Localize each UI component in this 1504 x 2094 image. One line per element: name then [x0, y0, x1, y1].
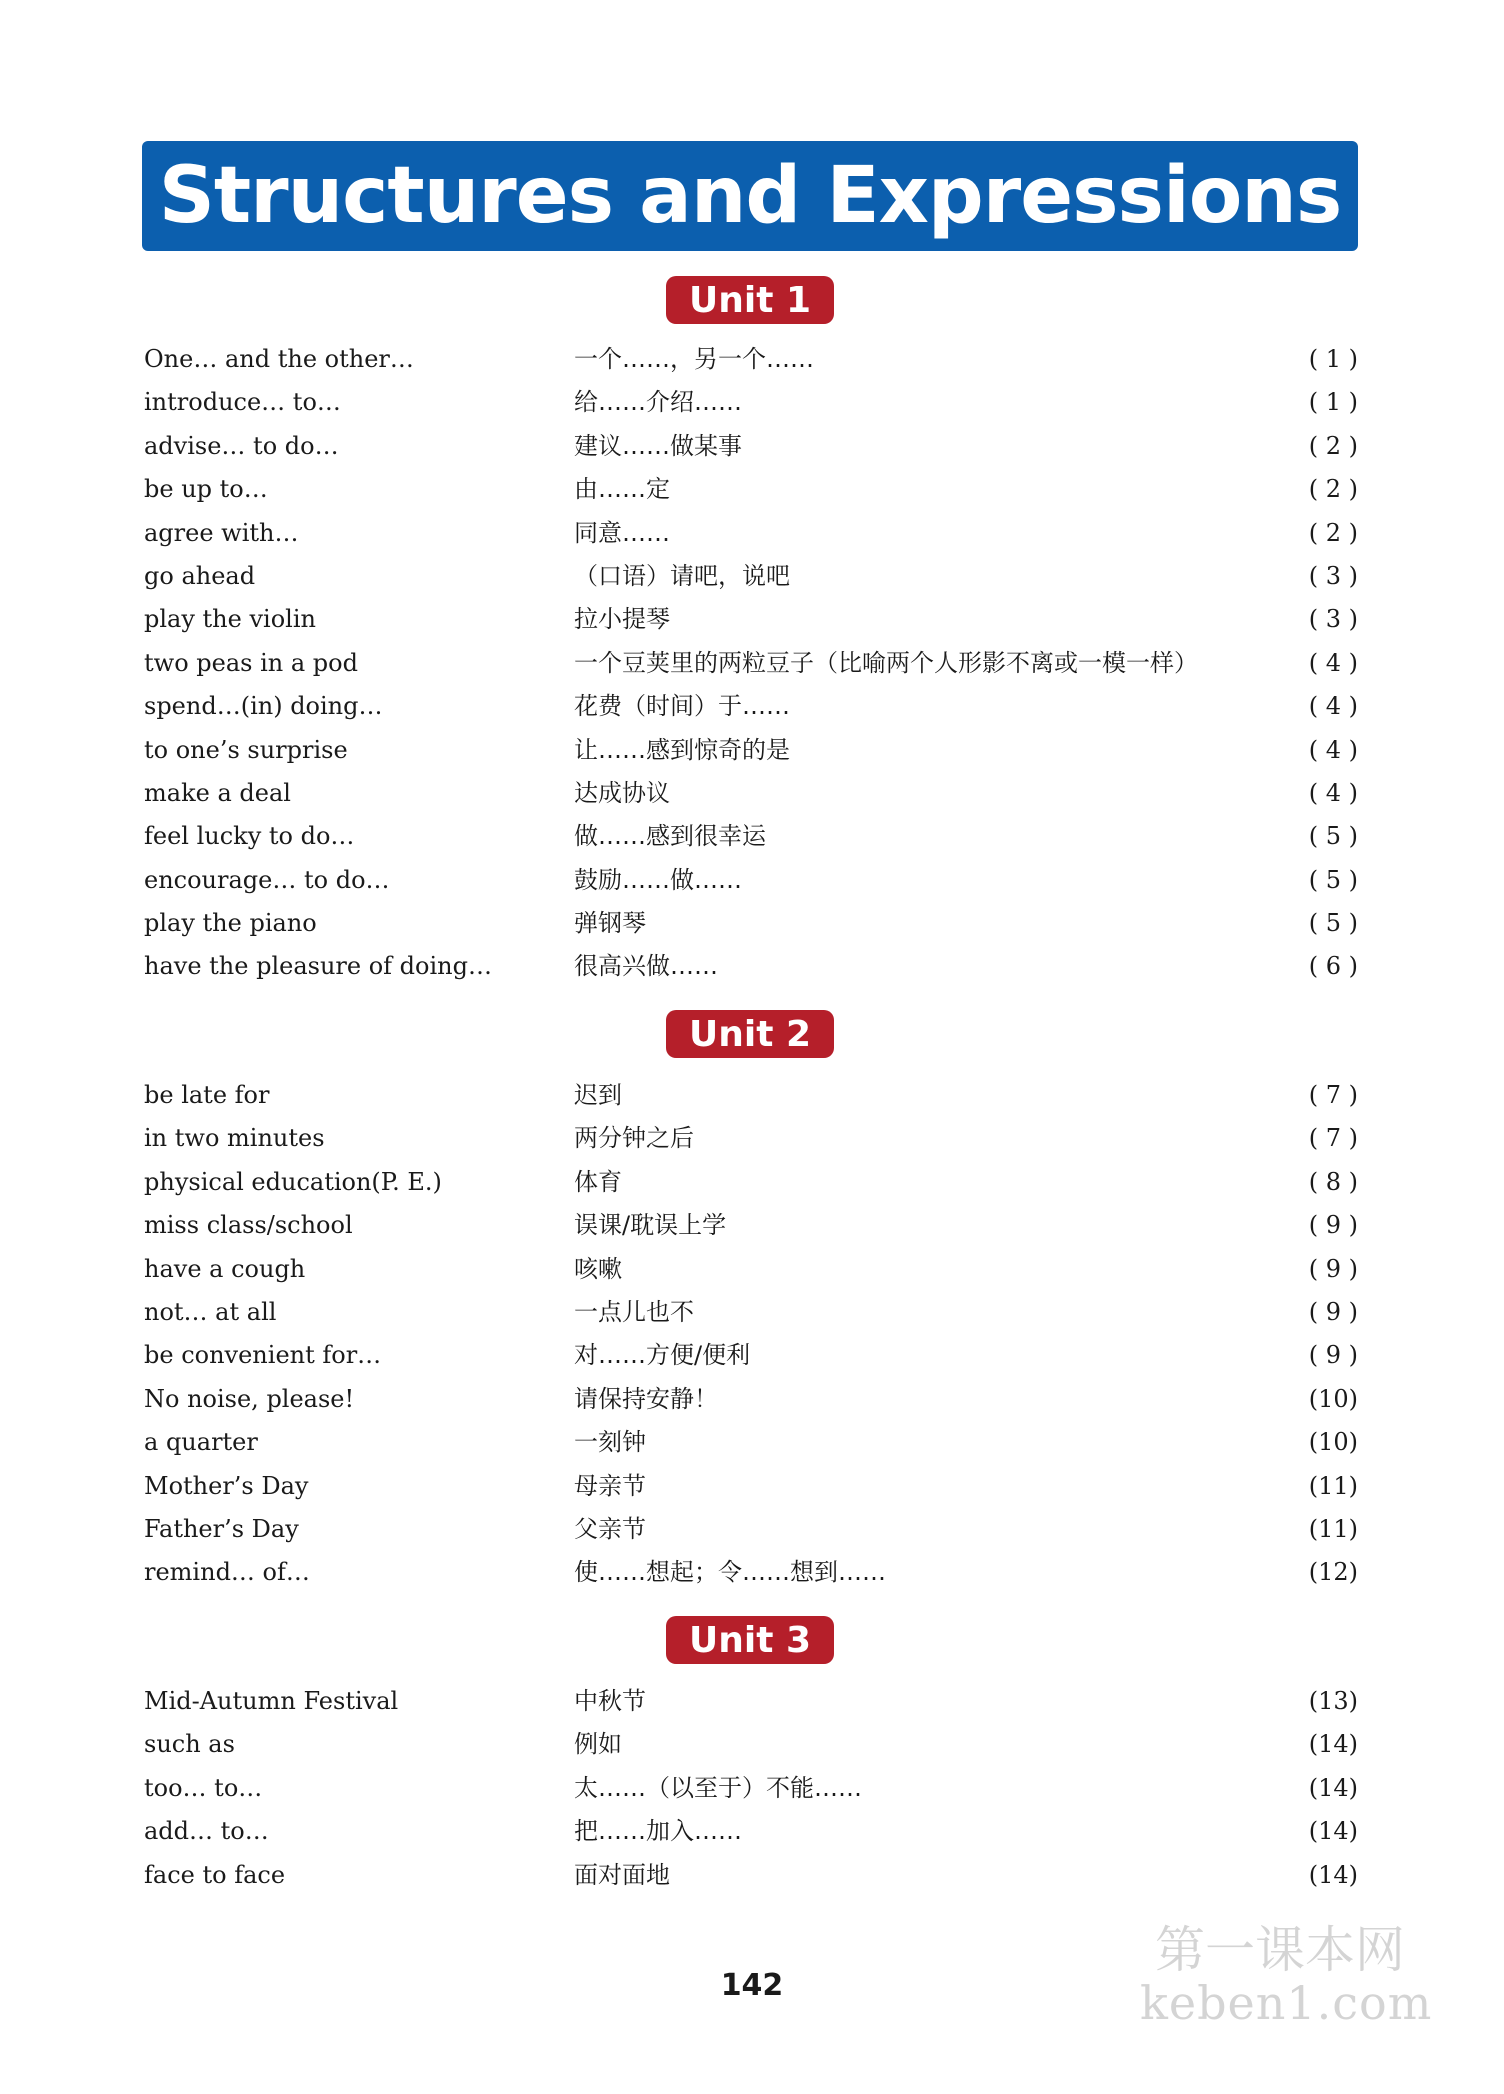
expression-row — [144, 1074, 1358, 1117]
expression-english: introduce… to… — [144, 388, 341, 417]
expression-page: ( 7 ) — [1308, 1081, 1358, 1109]
expression-row — [144, 1508, 1358, 1551]
expression-english: a quarter — [144, 1428, 258, 1457]
expression-row — [144, 338, 1358, 381]
expression-english: too… to… — [144, 1773, 263, 1802]
expression-english: be convenient for… — [144, 1341, 382, 1370]
expression-row — [144, 381, 1358, 424]
expression-chinese: 体育 — [574, 1167, 622, 1196]
expression-chinese: 给……介绍…… — [574, 388, 742, 417]
expression-english: two peas in a pod — [144, 648, 358, 677]
expression-english: not… at all — [144, 1297, 277, 1326]
expression-row — [144, 1204, 1358, 1247]
expression-english: play the piano — [144, 909, 317, 938]
expression-chinese: 咳嗽 — [574, 1254, 622, 1283]
expression-chinese: 请保持安静！ — [574, 1384, 718, 1413]
expression-row — [144, 1291, 1358, 1334]
expression-page: ( 5 ) — [1308, 909, 1358, 938]
expression-english: advise… to do… — [144, 431, 339, 460]
expression-page: ( 4 ) — [1308, 778, 1358, 807]
expression-page: ( 2 ) — [1308, 518, 1358, 547]
expression-row — [144, 555, 1358, 598]
expression-english: in two minutes — [144, 1124, 325, 1153]
expression-row — [144, 1723, 1358, 1766]
expression-chinese: 中秋节 — [574, 1687, 646, 1715]
expression-chinese: 做……感到很幸运 — [574, 822, 766, 851]
expression-page: (10) — [1308, 1428, 1358, 1457]
expression-english: have a cough — [144, 1254, 306, 1283]
page-number: 142 — [720, 1968, 784, 2003]
expression-row — [144, 902, 1358, 945]
expression-row — [144, 859, 1358, 902]
unit-3-list — [144, 1680, 1358, 1897]
expression-chinese: 使……想起；令……想到…… — [574, 1558, 886, 1587]
expression-page: ( 4 ) — [1308, 735, 1358, 764]
expression-chinese: 迟到 — [574, 1081, 622, 1109]
expression-chinese: 弹钢琴 — [574, 909, 646, 938]
unit-1-badge: Unit 1 — [666, 276, 834, 324]
expression-page: (12) — [1308, 1558, 1358, 1587]
expression-chinese: 花费（时间）于…… — [574, 692, 790, 721]
title-banner — [142, 141, 1358, 251]
expression-english: remind… of… — [144, 1558, 310, 1587]
expression-english: be late for — [144, 1081, 270, 1109]
expression-row — [144, 1248, 1358, 1291]
expression-english: feel lucky to do… — [144, 822, 355, 851]
expression-row — [144, 1854, 1358, 1897]
expression-page: ( 9 ) — [1308, 1297, 1358, 1326]
expression-chinese: 面对面地 — [574, 1860, 670, 1889]
expression-page: ( 8 ) — [1308, 1167, 1358, 1196]
expression-page: ( 3 ) — [1308, 605, 1358, 634]
expression-chinese: 建议……做某事 — [574, 431, 742, 460]
expression-page: ( 6 ) — [1308, 952, 1358, 981]
unit-3-badge: Unit 3 — [666, 1616, 834, 1664]
expression-english: One… and the other… — [144, 345, 414, 373]
expression-page: ( 1 ) — [1308, 345, 1358, 373]
expression-chinese: （口语）请吧，说吧 — [574, 561, 790, 590]
expression-english: Father’s Day — [144, 1514, 299, 1543]
expression-page: ( 5 ) — [1308, 865, 1358, 894]
expression-chinese: 例如 — [574, 1730, 622, 1759]
expression-page: (13) — [1308, 1687, 1358, 1715]
expression-english: Mid-Autumn Festival — [144, 1687, 399, 1715]
expression-row — [144, 468, 1358, 511]
expression-row — [144, 1421, 1358, 1464]
expression-row — [144, 425, 1358, 468]
expression-chinese: 一刻钟 — [574, 1428, 646, 1457]
expression-page: ( 2 ) — [1308, 475, 1358, 504]
expression-chinese: 由……定 — [574, 475, 670, 504]
expression-english: have the pleasure of doing… — [144, 952, 492, 981]
expression-page: ( 1 ) — [1308, 388, 1358, 417]
expression-english: Mother’s Day — [144, 1471, 309, 1500]
expression-row — [144, 945, 1358, 988]
expression-page: ( 9 ) — [1308, 1254, 1358, 1283]
expression-chinese: 达成协议 — [574, 778, 670, 807]
expression-chinese: 鼓励……做…… — [574, 865, 742, 894]
expression-english: miss class/school — [144, 1211, 353, 1240]
expression-english: be up to… — [144, 475, 268, 504]
expression-row — [144, 772, 1358, 815]
expression-english: spend…(in) doing… — [144, 692, 383, 721]
expression-english: No noise, please! — [144, 1384, 355, 1413]
expression-row — [144, 685, 1358, 728]
expression-english: make a deal — [144, 778, 291, 807]
expression-page: ( 5 ) — [1308, 822, 1358, 851]
expression-english: add… to… — [144, 1817, 269, 1846]
expression-chinese: 父亲节 — [574, 1514, 646, 1543]
expression-page: ( 4 ) — [1308, 648, 1358, 677]
expression-page: ( 2 ) — [1308, 431, 1358, 460]
expression-chinese: 很高兴做…… — [574, 952, 718, 981]
expression-english: face to face — [144, 1860, 286, 1889]
unit-2-badge: Unit 2 — [666, 1010, 834, 1058]
expression-row — [144, 512, 1358, 555]
expression-english: such as — [144, 1730, 235, 1759]
expression-row — [144, 1680, 1358, 1723]
expression-chinese: 同意…… — [574, 518, 670, 547]
expression-page: ( 3 ) — [1308, 561, 1358, 590]
expression-english: go ahead — [144, 561, 256, 590]
watermark — [1140, 1921, 1433, 2030]
expression-chinese: 一个……，另一个…… — [574, 345, 814, 373]
expression-page: (14) — [1308, 1860, 1358, 1889]
expression-page: (14) — [1308, 1773, 1358, 1802]
watermark-en: keben1.com — [1140, 1976, 1433, 2030]
expression-english: to one’s surprise — [144, 735, 348, 764]
expression-row — [144, 729, 1358, 772]
expression-row — [144, 1551, 1358, 1594]
expression-page: (14) — [1308, 1817, 1358, 1846]
expression-english: physical education(P. E.) — [144, 1167, 442, 1196]
expression-page: ( 9 ) — [1308, 1211, 1358, 1240]
expression-row — [144, 1117, 1358, 1160]
page-title: Structures and Expressions — [158, 151, 1342, 241]
expression-chinese: 把……加入…… — [574, 1817, 742, 1846]
expression-row — [144, 1334, 1358, 1377]
expression-row — [144, 642, 1358, 685]
expression-row — [144, 1810, 1358, 1853]
unit-1-list — [144, 338, 1358, 989]
expression-page: (11) — [1308, 1514, 1358, 1543]
expression-english: play the violin — [144, 605, 316, 634]
expression-chinese: 太……（以至于）不能…… — [574, 1773, 862, 1802]
expression-page: (11) — [1308, 1471, 1358, 1500]
expression-chinese: 母亲节 — [574, 1471, 646, 1500]
expression-chinese: 对……方便/便利 — [574, 1341, 751, 1370]
expression-page: ( 9 ) — [1308, 1341, 1358, 1370]
unit-2-list — [144, 1074, 1358, 1595]
expression-page: ( 7 ) — [1308, 1124, 1358, 1153]
expression-page: (10) — [1308, 1384, 1358, 1413]
expression-chinese: 一个豆荚里的两粒豆子（比喻两个人形影不离或一模一样） — [574, 648, 1198, 677]
expression-page: (14) — [1308, 1730, 1358, 1759]
expression-row — [144, 815, 1358, 858]
expression-chinese: 拉小提琴 — [574, 605, 670, 634]
expression-chinese: 两分钟之后 — [574, 1124, 694, 1153]
expression-row — [144, 1767, 1358, 1810]
expression-row — [144, 1378, 1358, 1421]
expression-chinese: 一点儿也不 — [574, 1297, 694, 1326]
expression-english: encourage… to do… — [144, 865, 390, 894]
expression-row — [144, 1161, 1358, 1204]
watermark-cn: 第一课本网 — [1155, 1921, 1405, 1979]
expression-english: agree with… — [144, 518, 299, 547]
expression-page: ( 4 ) — [1308, 692, 1358, 721]
expression-row — [144, 1465, 1358, 1508]
expression-row — [144, 598, 1358, 641]
expression-chinese: 让……感到惊奇的是 — [574, 735, 790, 764]
expression-chinese: 误课/耽误上学 — [574, 1211, 727, 1240]
